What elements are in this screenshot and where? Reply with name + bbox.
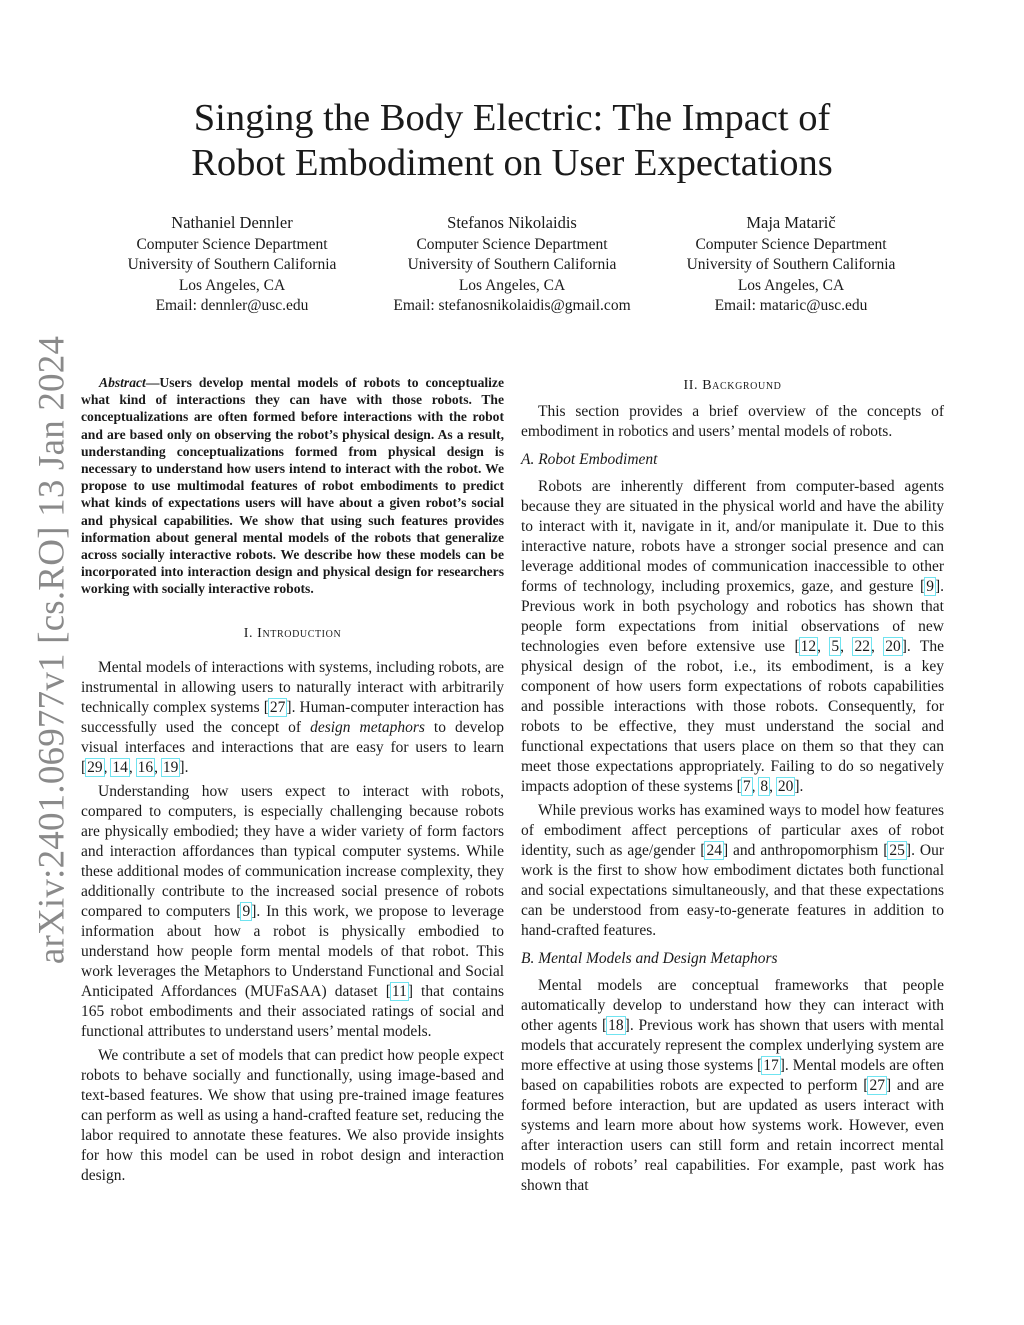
text-run: ]. Human-computer interaction has successfully used the concept of	[81, 698, 504, 736]
citation-link[interactable]: 27	[269, 698, 286, 716]
text-run: Mental models of interactions with systems, including robots, are instrumental in allowing users to naturally interact with arbitrarily technically complex systems [	[81, 658, 504, 716]
title-line-2: Robot Embodiment on User Expectations	[191, 142, 833, 184]
author-block-1	[82, 213, 382, 317]
citation-link[interactable]: 17	[763, 1057, 779, 1074]
citation-link[interactable]: 25	[889, 842, 905, 859]
citation-link[interactable]: 20	[885, 638, 901, 655]
citation-link[interactable]: 29	[87, 758, 103, 776]
text-run: to develop visual interfaces and interactions that are easy for users to learn [	[81, 718, 505, 776]
author-name: Nathaniel Dennler	[171, 213, 293, 232]
citation-link[interactable]: 22	[854, 638, 870, 655]
text-run: ]. In this work, we propose to leverage information about how a robot is physically embodied to understand how people form mental models of that robot. This work leverages the Metaphors to Understand Functional and Social Anticipated Affordances (MUFaSAA) dataset [	[81, 902, 504, 1000]
subsection-heading-robot-embodiment: A. Robot Embodiment	[521, 451, 658, 468]
background-intro: This section provides a brief overview of the concepts of embodiment in robotics and users’ mental models of robots.	[521, 403, 944, 440]
citation-link[interactable]: 12	[800, 638, 817, 655]
citation-link[interactable]: 8	[760, 778, 769, 795]
section-heading-background: II. Background	[683, 378, 782, 393]
embodiment-paragraph-2	[521, 801, 944, 941]
emphasis-term: design metaphors	[310, 718, 425, 736]
citation-link[interactable]: 5	[831, 638, 840, 655]
author-university: University of Southern California	[686, 256, 896, 273]
text-run: ,	[769, 778, 777, 795]
citation-link[interactable]: 27	[869, 1077, 885, 1094]
intro-paragraph-3: We contribute a set of models that can predict how people expect robots to behave socially and functionally, using image-based and text-based features. We show that using pre-trained image features can perform as well as using a hand-crafted feature set, reducing the labor required to annotate these features. We also provide insights for how this model can be used in robot design and interaction design.	[81, 1046, 504, 1184]
abstract	[81, 374, 504, 598]
citation-link[interactable]: 11	[391, 982, 407, 1000]
citation-link[interactable]: 9	[242, 902, 251, 920]
text-run: ]. Previous work has shown that users with mental models that accurately represent the complex underlying system are more effective at using those systems [	[521, 1017, 944, 1074]
author-email: Email: stefanosnikolaidis@gmail.com	[393, 297, 631, 314]
author-department: Computer Science Department	[416, 235, 608, 253]
text-run: Mental models are conceptual frameworks that people automatically develop to understand how they can interact with other agents [	[521, 977, 944, 1034]
author-name: Stefanos Nikolaidis	[447, 213, 577, 232]
abstract-label: Abstract	[99, 375, 146, 390]
citation-link[interactable]: 9	[926, 578, 934, 595]
section-heading-introduction: I. Introduction	[243, 625, 342, 641]
author-department: Computer Science Department	[695, 235, 887, 253]
left-column	[81, 374, 504, 1186]
citation-link[interactable]: 16	[137, 758, 154, 776]
text-run: ,	[817, 638, 831, 655]
text-run: ] that contains 165 robot embodiments and their associated ratings of social and functional attributes to understand users’ mental models.	[81, 982, 504, 1040]
text-run: ].	[179, 758, 189, 776]
intro-paragraph-1	[81, 658, 504, 778]
text-run: ,	[751, 778, 760, 795]
citation-link[interactable]: 19	[162, 758, 179, 776]
text-run: ]. Previous work in both psychology and robotics has shown that people form expectations from initial observations of new technologies even before extensive use [	[521, 578, 944, 655]
citation-link[interactable]: 14	[112, 758, 128, 776]
author-block-2	[362, 213, 662, 317]
abstract-text: —Users develop mental models of robots to conceptualize what kind of interactions they can have with those robots. The conceptualizations are often formed before interactions with the robot and are based only on observing the robot’s physical design. As a result, understanding conceptualizations formed from physical design is necessary to understand how users intend to interact with the robot. We propose to use multimodal features of robot embodiments to predict what kinds of expectations users will have about a given robot’s social and physical capabilities. We show that using such features provides information about general mental models of the robots that generalize across socially interactive robots. We describe how these models can be incorporated into interaction design and physical design for researchers working with socially interactive robots.	[81, 375, 504, 597]
author-name: Maja Matarič	[746, 213, 836, 232]
citation-link[interactable]: 20	[777, 778, 794, 795]
arxiv-identifier: arXiv:2401.06977v1 [cs.RO] 13 Jan 2024	[31, 335, 73, 965]
text-run: ,	[870, 638, 885, 655]
text-run: ,	[103, 758, 112, 776]
text-run: ]. The physical design of the robot, i.e., its embodiment, is a key component of how users form expectations of robots capabilities and possible interactions with those robots. Consequently, for robots to be effective, they must understand the social and functional expectations that users place on them so that they can meet those expectations appropriately. Failing to do so negatively impacts adoption of these systems [	[521, 638, 945, 795]
author-email: Email: dennler@usc.edu	[155, 297, 309, 314]
citation-link[interactable]: 7	[742, 778, 751, 795]
text-run: Robots are inherently different from computer-based agents because they are situated in the physical world and have the ability to interact with it, navigate in it, and/or manipulate it. Due to this interactive nature, robots have a stronger social presence and can leverage additional modes of communication inaccessible to other forms of technology, including proxemics, gaze, and gesture [	[521, 478, 944, 595]
mental-models-paragraph-1	[521, 976, 944, 1196]
author-email: Email: mataric@usc.edu	[714, 297, 868, 314]
text-run: ] and are formed before interaction, but are updated as users interact with systems and learn more about how systems work. However, even after interaction users can still form and retain incorrect mental models of robots’ real capabilities. For example, past work has shown that	[521, 1077, 944, 1194]
text-run: ,	[154, 758, 162, 776]
text-run: ]. Our work is the first to show how embodiment dictates both functional and social expectations simultaneously, and that these expectations can be understood from easy-to-generate features in addition to hand-crafted features.	[521, 842, 944, 939]
author-location: Los Angeles, CA	[458, 276, 566, 294]
title-line-1: Singing the Body Electric: The Impact of	[193, 97, 831, 139]
citation-link[interactable]: 18	[608, 1017, 624, 1034]
author-university: University of Southern California	[407, 256, 617, 273]
intro-paragraph-2	[81, 782, 504, 1042]
author-location: Los Angeles, CA	[178, 276, 286, 294]
text-run: Understanding how users expect to interact with robots, compared to computers, is especially challenging because robots are physically embodied; they have a wider variety of form factors and interaction affordances than typical computer systems. While these additional modes of communication increase complexity, they additionally contribute to the increased social presence of robots compared to computers [	[81, 782, 504, 920]
text-run: ,	[128, 758, 137, 776]
text-run: ].	[794, 778, 804, 795]
author-block-3	[641, 213, 941, 317]
text-run: While previous works has examined ways to model how features of embodiment affect perceptions of particular axes of robot identity, such as age/gender [	[521, 802, 944, 859]
right-column	[521, 376, 944, 1196]
author-university: University of Southern California	[127, 256, 337, 273]
embodiment-paragraph-1	[521, 477, 944, 797]
subsection-heading-mental-models: B. Mental Models and Design Metaphors	[521, 950, 778, 967]
paper-title	[112, 96, 912, 186]
text-run: ]. Mental models are often based on capabilities robots are expected to perform [	[521, 1057, 945, 1094]
citation-link[interactable]: 24	[706, 842, 722, 859]
author-location: Los Angeles, CA	[737, 276, 845, 294]
text-run: ] and anthropomorphism [	[722, 842, 889, 859]
author-department: Computer Science Department	[136, 235, 328, 253]
text-run: ,	[840, 638, 854, 655]
